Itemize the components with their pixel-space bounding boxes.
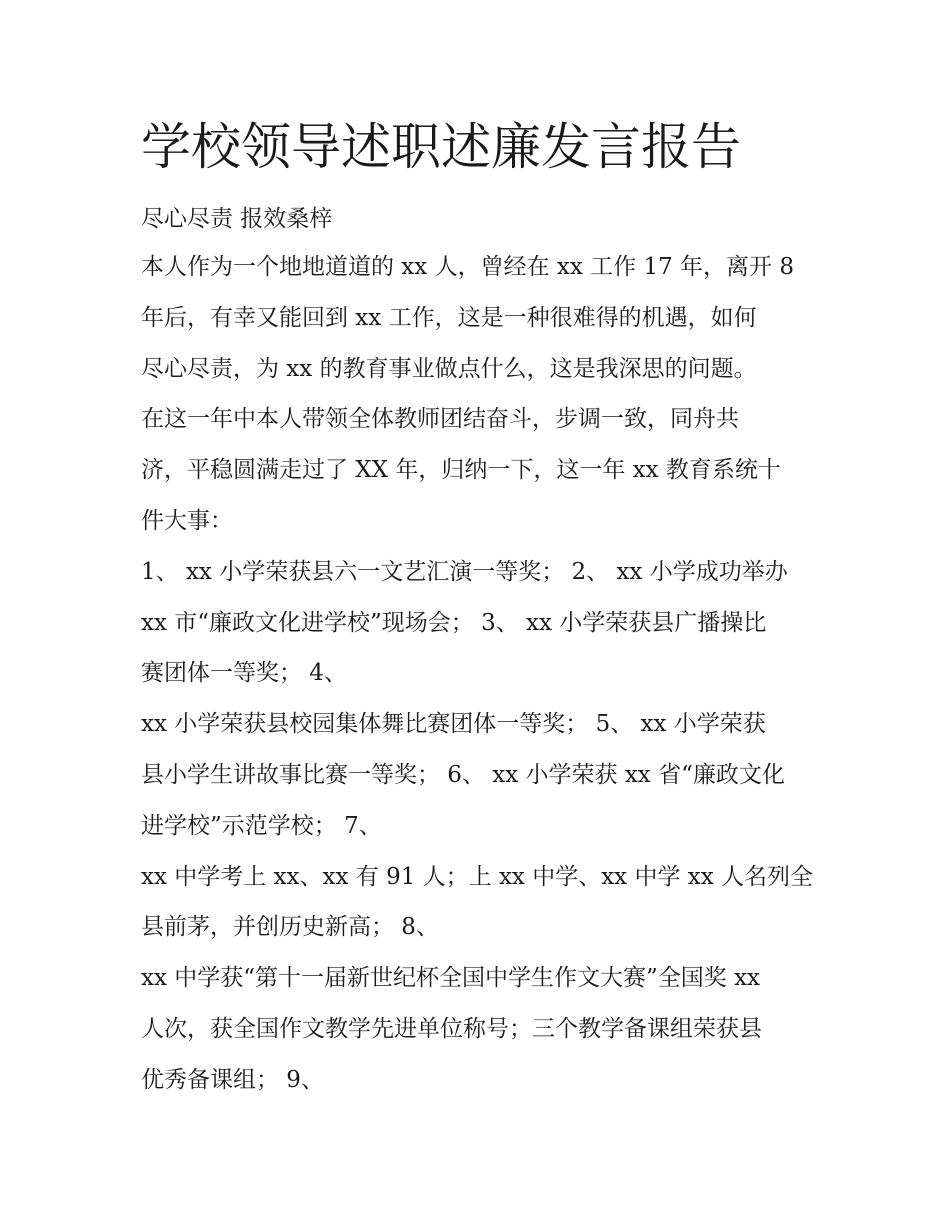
body-line: 尽心尽责，为 xx 的教育事业做点什么，这是我深思的问题。 (141, 355, 757, 382)
body-line: 济，平稳圆满走过了 XX 年，归纳一下，这一年 xx 教育系统十 (141, 457, 781, 484)
body-line: 件大事： (141, 507, 233, 534)
document-title: 学校领导述职述廉发言报告 (141, 118, 741, 176)
body-line: 进学校”示范学校； 7、 (141, 812, 382, 839)
body-line: xx 小学荣获县校园集体舞比赛团体一等奖； 5、 xx 小学荣获 (141, 711, 766, 738)
body-line: 年后，有幸又能回到 xx 工作，这是一种很难得的机遇，如何 (141, 304, 757, 331)
body-line: 赛团体一等奖； 4、 (141, 660, 347, 687)
body-line: 1、 xx 小学荣获县六一文艺汇演一等奖； 2、 xx 小学成功举办 (141, 558, 788, 585)
body-line: 优秀备课组； 9、 (141, 1066, 324, 1093)
body-line: 县前茅，并创历史新高； 8、 (141, 914, 439, 941)
document-subtitle: 尽心尽责 报效桑梓 (141, 206, 333, 232)
body-line: 在这一年中本人带领全体教师团结奋斗，步调一致，同舟共 (141, 406, 739, 433)
body-line: 县小学生讲故事比赛一等奖； 6、 xx 小学荣获 xx 省“廉政文化 (141, 761, 785, 788)
document-body (141, 242, 821, 1106)
document-page (141, 112, 821, 1106)
body-line: 本人作为一个地地道道的 xx 人，曾经在 xx 工作 17 年，离开 8 (141, 254, 794, 280)
body-line: xx 中学考上 xx、xx 有 91 人；上 xx 中学、xx 中学 xx 人名列全 (141, 863, 814, 890)
body-line: xx 市“廉政文化进学校”现场会； 3、 xx 小学荣获县广播操比 (141, 609, 767, 636)
body-line: 人次，获全国作文教学先进单位称号；三个教学备课组荣获县 (141, 1015, 762, 1042)
body-line: xx 中学获“第十一届新世纪杯全国中学生作文大赛”全国奖 xx (141, 965, 761, 992)
